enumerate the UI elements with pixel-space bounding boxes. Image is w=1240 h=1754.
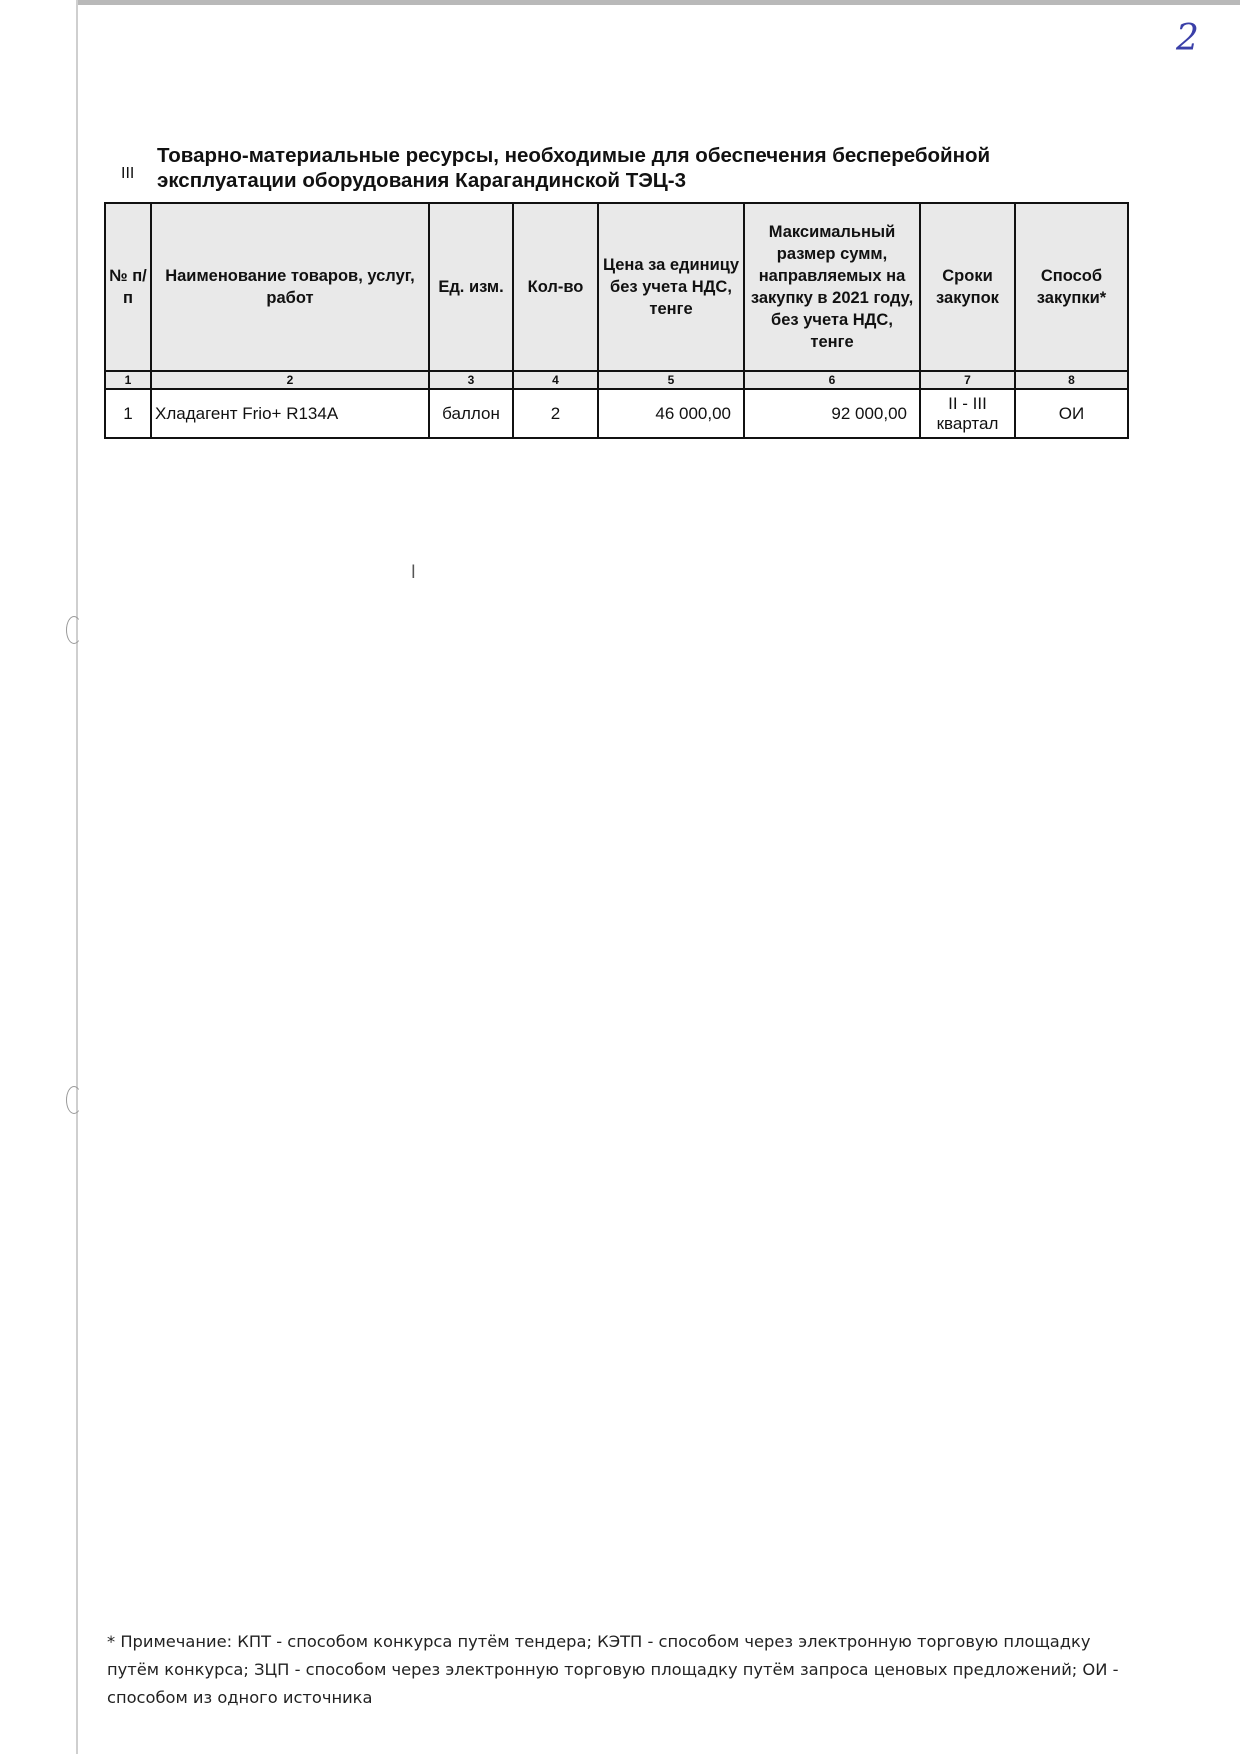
column-number: 8 bbox=[1015, 371, 1128, 389]
section-title: Товарно-материальные ресурсы, необходимые для обеспечения бесперебойной эксплуатации оборудования Карагандинской ТЭЦ-3 bbox=[157, 144, 991, 192]
item-name: Хладагент Frio+ R134A bbox=[151, 389, 429, 438]
item-quantity: 2 bbox=[513, 389, 598, 438]
row-number: 1 bbox=[105, 389, 151, 438]
section-number: III bbox=[121, 165, 135, 182]
item-unit-price: 46 000,00 bbox=[598, 389, 744, 438]
header-name: Наименование товаров, услуг, работ bbox=[151, 203, 429, 371]
table-row bbox=[105, 389, 1128, 438]
header-period: Сроки закупок bbox=[920, 203, 1015, 371]
stray-pen-mark: ǀ bbox=[411, 562, 416, 582]
procurement-table bbox=[104, 202, 1129, 439]
scan-left-edge bbox=[76, 0, 78, 1754]
header-unit: Ед. изм. bbox=[429, 203, 513, 371]
column-number: 6 bbox=[744, 371, 920, 389]
header-max-sum: Максимальный размер сумм, направляемых на закупку в 2021 году, без учета НДС, тенге bbox=[744, 203, 920, 371]
handwritten-page-number: 2 bbox=[1176, 18, 1199, 59]
column-number: 4 bbox=[513, 371, 598, 389]
header-number: № п/п bbox=[105, 203, 151, 371]
column-number-row bbox=[105, 371, 1128, 389]
column-number: 1 bbox=[105, 371, 151, 389]
punch-hole-mark bbox=[66, 616, 82, 644]
punch-hole-mark bbox=[66, 1086, 82, 1114]
item-period: II - III квартал bbox=[920, 389, 1015, 438]
header-method: Способ закупки* bbox=[1015, 203, 1128, 371]
column-number: 3 bbox=[429, 371, 513, 389]
column-number: 5 bbox=[598, 371, 744, 389]
header-quantity: Кол-во bbox=[513, 203, 598, 371]
column-number: 2 bbox=[151, 371, 429, 389]
header-unit-price: Цена за единицу без учета НДС, тенге bbox=[598, 203, 744, 371]
item-method: ОИ bbox=[1015, 389, 1128, 438]
item-max-sum: 92 000,00 bbox=[744, 389, 920, 438]
footnote: * Примечание: КПТ - способом конкурса путём тендера; КЭТП - способом через электронную торговую площадку путём конкурса; ЗЦП - способом через электронную торговую площадку путём запроса ценовых предложений; ОИ - способом из одного источника bbox=[107, 1632, 1119, 1707]
table-header-row bbox=[105, 203, 1128, 371]
scan-top-edge bbox=[76, 0, 1240, 5]
item-unit: баллон bbox=[429, 389, 513, 438]
column-number: 7 bbox=[920, 371, 1015, 389]
